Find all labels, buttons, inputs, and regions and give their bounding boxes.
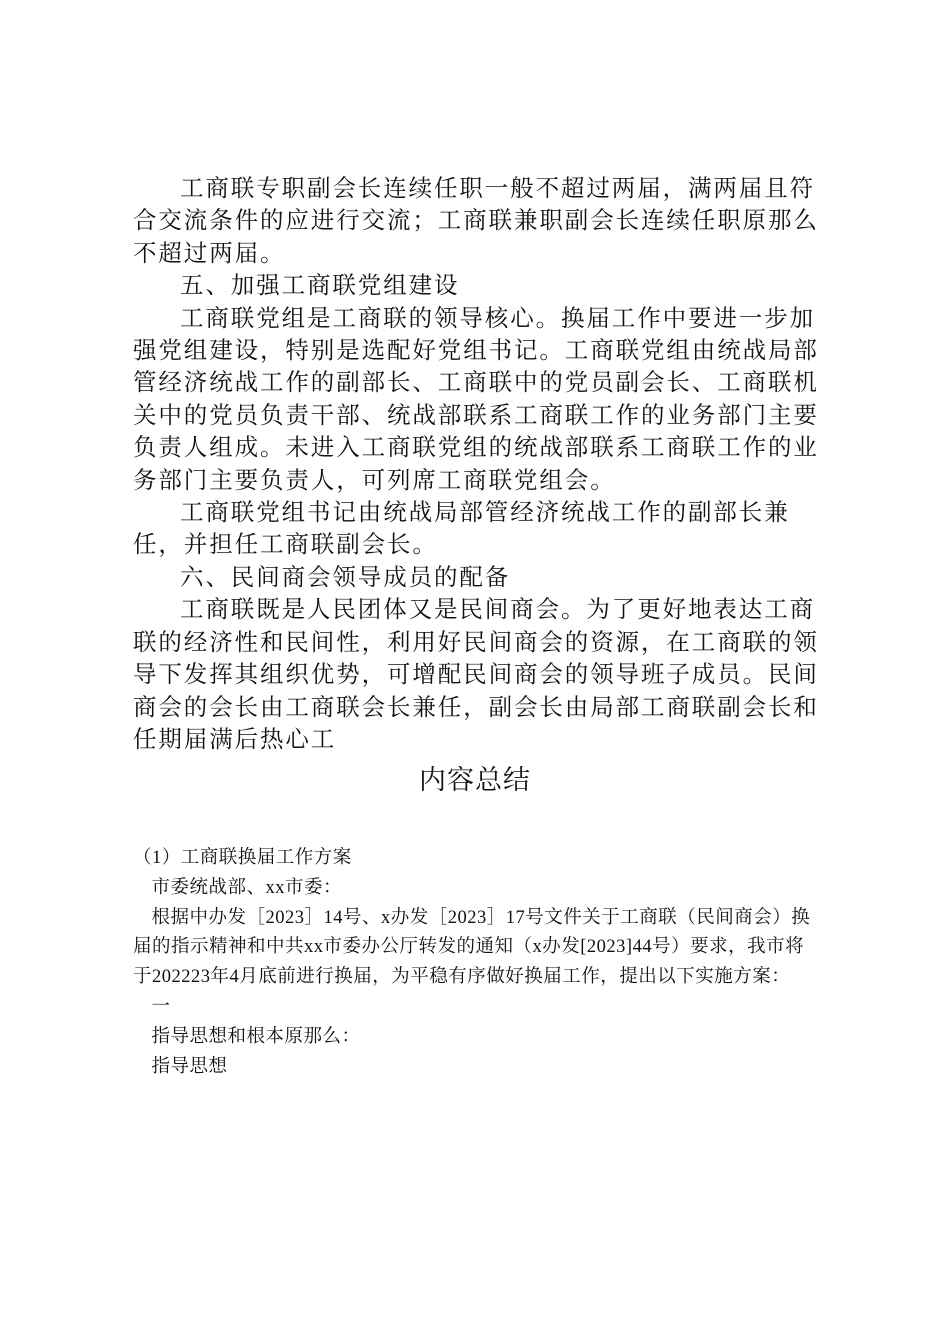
paragraph-vice-chair-term: 工商联专职副会长连续任职一般不超过两届，满两届且符合交流条件的应进行交流；工商联兼职副会长连续任职原那么不超过两届。 — [133, 174, 819, 267]
summary-section — [133, 844, 823, 1082]
paragraph-party-group-core: 工商联党组是工商联的领导核心。换届工作中要进一步加强党组建设，特别是选配好党组书记。工商联党组由统战局部管经济统战工作的副部长、工商联中的党员副会长、工商联机关中的党员负责干部、统战部联系工商联工作的业务部门主要负责人组成。未进入工商联党组的统战部联系工商联工作的业务部门主要负责人，可列席工商联党组会。 — [133, 303, 819, 494]
body-text — [133, 172, 823, 755]
summary-line-basis: 根据中办发［2023］14号、x办发［2023］17号文件关于工商联（民间商会）换届的指示精神和中共xx市委办公厅转发的通知（x办发[2023]44号）要求，我市将于202223年4月底前进行换届，为平稳有序做好换届工作，提出以下实施方案： — [133, 907, 811, 988]
paragraph-chamber-of-commerce: 工商联既是人民团体又是民间商会。为了更好地表达工商联的经济性和民间性，利用好民间商会的资源，在工商联的领导下发挥其组织优势，可增配民间商会的领导班子成员。民间商会的会长由工商联会长兼任，副会长由局部工商联副会长和任期届满后热心工 — [133, 595, 819, 753]
paragraph-party-secretary: 工商联党组书记由统战局部管经济统战工作的副部长兼任，并担任工商联副会长。 — [133, 498, 790, 559]
section-heading-party-group: 五、加强工商联党组建设 — [180, 271, 460, 300]
summary-title: 内容总结 — [419, 765, 531, 796]
summary-line-title: （1）工商联换届工作方案 — [133, 848, 352, 868]
summary-line-numeral: 一 — [151, 996, 171, 1017]
summary-line-principles: 指导思想和根本原那么： — [151, 1026, 361, 1047]
section-heading-chamber-leaders: 六、民间商会领导成员的配备 — [180, 562, 511, 591]
summary-line-addressee: 市委统战部、xx市委： — [151, 877, 343, 898]
summary-line-guiding-thought: 指导思想 — [151, 1056, 228, 1077]
